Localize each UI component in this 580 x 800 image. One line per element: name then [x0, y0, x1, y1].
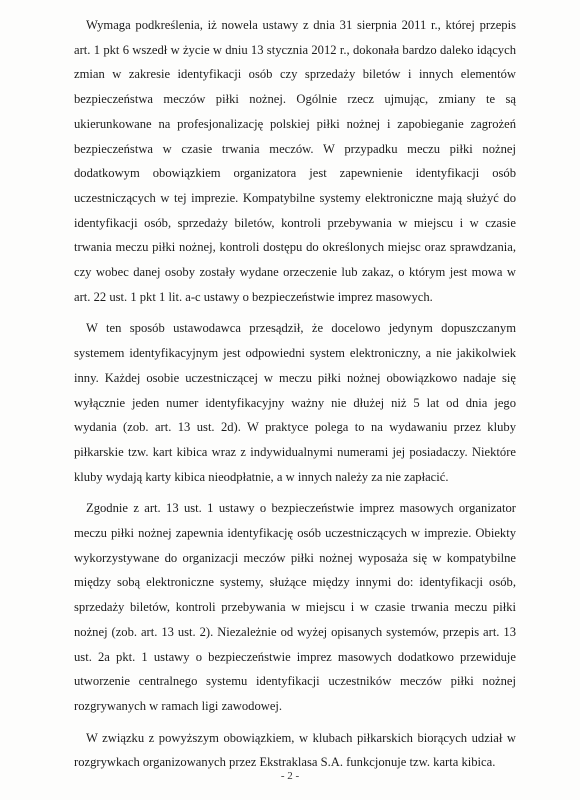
document-body [74, 13, 516, 782]
page-number: - 2 - [280, 770, 300, 782]
paragraph-1: Wymaga podkreślenia, iż nowela ustawy z dnia 31 sierpnia 2011 r., której przepis art. 1 pkt 6 wszedł w życie w dniu 13 stycznia 2012 r., dokonała bardzo daleko idących zmian w zakresie identyfikacji osób czy sprzedaży biletów i innych elementów bezpieczeństwa meczów piłki nożnej. Ogólnie rzecz ujmując, zmiany te są ukierunkowane na profesjonalizację polskiej piłki nożnej i zapobieganie zagrożeń bezpieczeństwa w czasie trwania meczów. W przypadku meczu piłki nożnej dodatkowym obowiązkiem organizatora jest zapewnienie identyfikacji osób uczestniczących w tej imprezie. Kompatybilne systemy elektroniczne mają służyć do identyfikacji osób, sprzedaży biletów, kontroli przebywania w miejscu i w czasie trwania meczu piłki nożnej, kontroli dostępu do określonych miejsc oraz sprawdzania, czy wobec danej osoby zostały wydane orzeczenie lub zakaz, o którym jest mowa w art. 22 ust. 1 pkt 1 lit. a-c ustawy o bezpieczeństwie imprez masowych. [74, 18, 516, 304]
paragraph-3: Zgodnie z art. 13 ust. 1 ustawy o bezpieczeństwie imprez masowych organizator meczu piłki nożnej zapewnia identyfikację osób uczestniczących w imprezie. Obiekty wykorzystywane do organizacji meczów piłki nożnej wyposaża się w kompatybilne między sobą elektroniczne systemy, służące między innymi do: identyfikacji osób, sprzedaży biletów, kontroli przebywania w miejscu i w czasie trwania meczu piłki nożnej (zob. art. 13 ust. 2). Niezależnie od wyżej opisanych systemów, przepis art. 13 ust. 2a pkt. 1 ustawy o bezpieczeństwie imprez masowych dodatkowo przewiduje utworzenie centralnego systemu identyfikacji uczestników meczów piłki nożnej rozgrywanych w ramach ligi zawodowej. [74, 501, 516, 713]
paragraph-4: W związku z powyższym obowiązkiem, w klubach piłkarskich biorących udział w rozgrywkach organizowanych przez Ekstraklasa S.A. funkcjonuje tzw. karta kibica. [74, 730, 516, 770]
paragraph-2: W ten sposób ustawodawca przesądził, że docelowo jedynym dopuszczanym systemem identyfikacyjnym jest odpowiedni system elektroniczny, a nie jakikolwiek inny. Każdej osobie uczestniczącej w meczu piłki nożnej obowiązkowo nadaje się wyłącznie jeden numer identyfikacyjny ważny nie dłużej niż 5 lat od dnia jego wydania (zob. art. 13 ust. 2d). W praktyce polega to na wydawaniu przez kluby piłkarskie tzw. kart kibica wraz z indywidualnymi numerami jej posiadaczy. Niektóre kluby wydają karty kibica nieodpłatnie, a w innych należy za nie zapłacić. [74, 321, 516, 484]
